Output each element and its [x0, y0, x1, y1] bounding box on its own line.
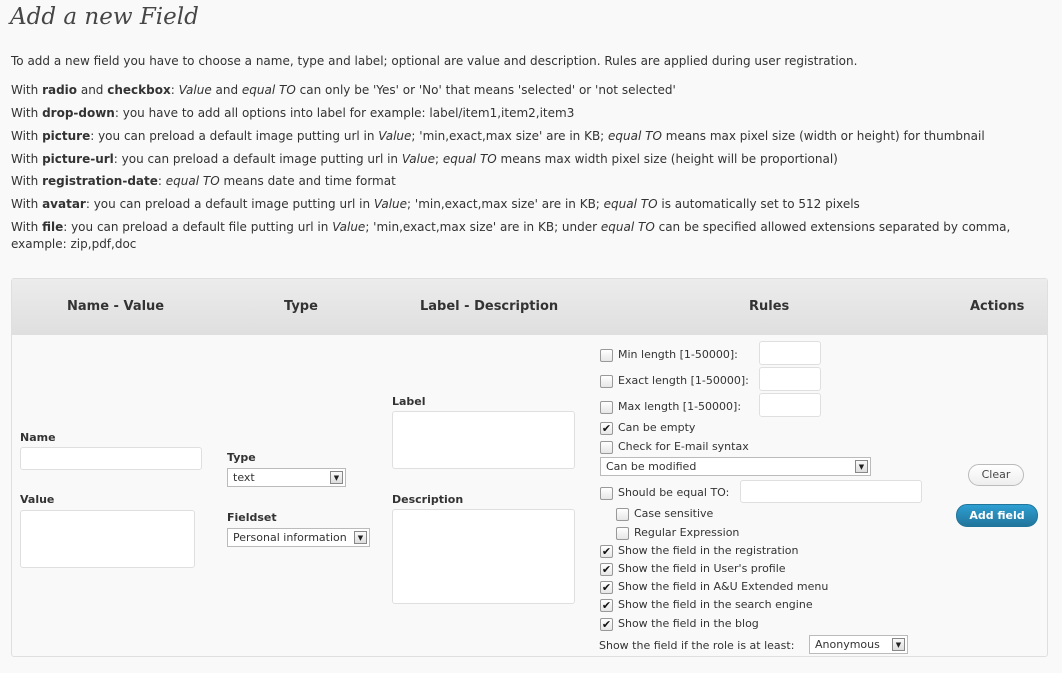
help-drop-down — [11, 105, 1051, 122]
help-text-segment: ; 'min,exact,max size' are in KB; — [407, 197, 604, 211]
page-title: Add a new Field — [10, 4, 199, 30]
help-text-segment: equal TO — [603, 197, 658, 211]
help-text-segment: Value — [373, 197, 408, 211]
help-text-segment: radio — [42, 83, 78, 97]
help-text-segment: registration-date — [42, 174, 158, 188]
help-text-segment: : you can preload a default file putting url in — [63, 220, 333, 234]
help-text-segment: file — [42, 220, 64, 234]
help-picture — [11, 128, 1051, 145]
col-label-description: Label - Description — [420, 299, 559, 314]
help-file — [11, 219, 1051, 253]
modify-select-value: Can be modified — [606, 460, 697, 473]
help-text-segment: With — [11, 129, 43, 143]
show-blog-label: Show the field in the blog — [618, 617, 759, 630]
help-registration-date — [11, 173, 1051, 190]
help-text-segment: : — [170, 83, 179, 97]
clear-button[interactable]: Clear — [968, 464, 1024, 486]
help-text-segment: With — [11, 197, 43, 211]
max-length-checkbox[interactable] — [600, 401, 613, 414]
can-be-empty-label: Can be empty — [618, 421, 696, 434]
help-text-segment: means max pixel size (width or height) for thumbnail — [661, 129, 985, 143]
role-select[interactable] — [809, 635, 908, 654]
help-text-segment: picture — [42, 129, 91, 143]
show-search-checkbox[interactable]: ✔ — [601, 599, 612, 612]
help-text-segment: Value — [378, 129, 412, 143]
show-registration-label: Show the field in the registration — [618, 544, 799, 557]
help-text-segment: Value — [401, 152, 435, 166]
help-text-segment: With — [11, 106, 43, 120]
help-text-segment: : you can preload a default image putting url in — [113, 152, 402, 166]
help-text-segment: With — [11, 174, 43, 188]
help-text-segment: ; 'min,exact,max size' are in KB; — [411, 129, 609, 143]
show-profile-checkbox[interactable]: ✔ — [601, 563, 612, 576]
help-text-segment: means max width pixel size (height will be proportional) — [496, 152, 838, 166]
fieldset-select[interactable] — [227, 528, 370, 547]
label-textarea[interactable] — [392, 411, 575, 469]
help-text-segment: checkbox — [107, 83, 171, 97]
equal-to-input[interactable] — [740, 480, 922, 503]
help-text-segment: equal TO — [600, 220, 655, 234]
help-text-segment: : you have to add all options into label for example: label/item1,item2,item3 — [114, 106, 575, 120]
help-text-segment: can only be 'Yes' or 'No' that means 'selected' or 'not selected' — [295, 83, 676, 97]
add-field-table — [11, 278, 1048, 657]
max-length-label: Max length [1-50000]: — [618, 400, 742, 413]
help-text-segment: : you can preload a default image putting url in — [90, 129, 379, 143]
min-length-input[interactable] — [759, 341, 821, 365]
col-name-value: Name - Value — [67, 299, 165, 314]
equal-to-checkbox[interactable] — [600, 487, 613, 500]
col-type: Type — [284, 299, 318, 314]
value-textarea[interactable] — [20, 510, 195, 568]
show-menu-label: Show the field in A&U Extended menu — [618, 580, 829, 593]
email-syntax-checkbox[interactable] — [600, 441, 613, 454]
label-label: Label — [392, 395, 426, 408]
type-label: Type — [227, 451, 256, 464]
description-label: Description — [392, 493, 464, 506]
regex-checkbox[interactable] — [616, 527, 629, 540]
value-label: Value — [20, 493, 55, 506]
type-select[interactable] — [227, 468, 346, 487]
help-text-segment: ; — [434, 152, 443, 166]
help-picture-url — [11, 151, 1051, 168]
help-text-segment: : you can preload a default image putting url in — [85, 197, 374, 211]
chevron-down-icon: ▼ — [892, 638, 905, 651]
show-search-label: Show the field in the search engine — [618, 598, 813, 611]
min-length-label: Min length [1-50000]: — [618, 348, 738, 361]
help-text-segment: With — [11, 83, 43, 97]
chevron-down-icon: ▼ — [855, 460, 868, 473]
role-label: Show the field if the role is at least: — [599, 639, 795, 652]
show-profile-label: Show the field in User's profile — [618, 562, 786, 575]
chevron-down-icon: ▼ — [330, 471, 343, 484]
fieldset-select-value: Personal information — [233, 531, 347, 544]
show-registration-checkbox[interactable]: ✔ — [601, 545, 612, 558]
modify-select[interactable] — [600, 457, 871, 476]
help-text-segment: picture-url — [42, 152, 114, 166]
help-text-segment: drop-down — [42, 106, 115, 120]
can-be-empty-checkbox[interactable]: ✔ — [601, 422, 612, 435]
show-menu-checkbox[interactable]: ✔ — [601, 581, 612, 594]
email-syntax-label: Check for E-mail syntax — [618, 440, 749, 453]
case-sensitive-checkbox[interactable] — [616, 508, 629, 521]
chevron-down-icon: ▼ — [354, 531, 367, 544]
col-rules: Rules — [749, 299, 790, 314]
help-text-segment: means date and time format — [219, 174, 396, 188]
help-text-segment: and — [77, 83, 108, 97]
help-text-segment: equal TO — [165, 174, 220, 188]
help-text-segment: ; 'min,exact,max size' are in KB; under — [365, 220, 601, 234]
help-text-segment: equal TO — [241, 83, 296, 97]
help-text-segment: : — [157, 174, 166, 188]
help-text-segment: and — [211, 83, 242, 97]
max-length-input[interactable] — [759, 393, 821, 417]
help-avatar — [11, 196, 1051, 213]
help-text-segment: With — [11, 152, 43, 166]
help-text-segment: can be specified allowed extensions separated by comma, example: zip,pdf,doc — [11, 220, 1011, 251]
exact-length-input[interactable] — [759, 367, 821, 391]
type-select-value: text — [233, 471, 255, 484]
equal-to-label: Should be equal TO: — [618, 486, 730, 499]
case-sensitive-label: Case sensitive — [634, 507, 714, 520]
intro-text: To add a new field you have to choose a name, type and label; optional are value and description. Rules are applied during user registration. — [11, 54, 858, 68]
exact-length-label: Exact length [1-50000]: — [618, 374, 749, 387]
help-text-segment: equal TO — [608, 129, 662, 143]
help-radio-checkbox — [11, 82, 1051, 99]
help-text-segment: Value — [178, 83, 212, 97]
exact-length-checkbox[interactable] — [600, 375, 613, 388]
description-textarea[interactable] — [392, 509, 575, 604]
name-label: Name — [20, 431, 56, 444]
role-select-value: Anonymous — [815, 638, 880, 651]
show-blog-checkbox[interactable]: ✔ — [601, 618, 612, 631]
help-text-segment: With — [11, 220, 43, 234]
help-text-segment: is automatically set to 512 pixels — [657, 197, 860, 211]
add-field-button[interactable]: Add field — [956, 504, 1038, 527]
help-text-segment: Value — [332, 220, 366, 234]
regex-label: Regular Expression — [634, 526, 740, 539]
name-input[interactable] — [20, 447, 202, 470]
col-actions: Actions — [970, 299, 1025, 314]
help-text-segment: equal TO — [442, 152, 497, 166]
table-header — [12, 279, 1047, 335]
help-text-segment: avatar — [42, 197, 86, 211]
fieldset-label: Fieldset — [227, 511, 277, 524]
min-length-checkbox[interactable] — [600, 349, 613, 362]
